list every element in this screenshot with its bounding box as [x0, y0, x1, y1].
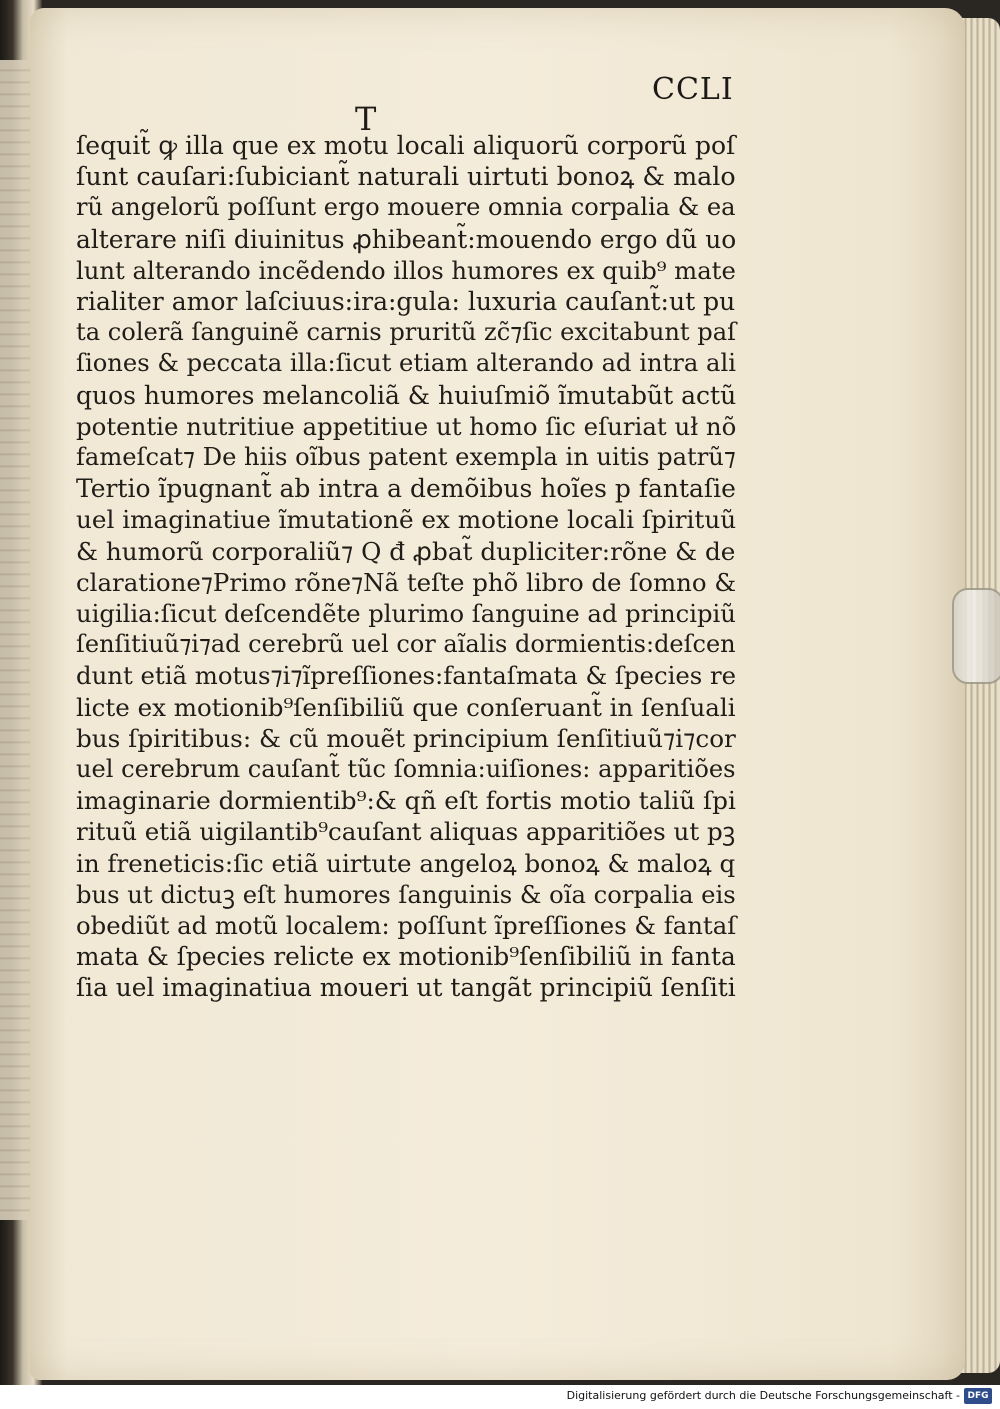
- text-line: imaginarie dormientib⁹:& qñ eſt fortis motio taliũ ſpi: [76, 786, 736, 816]
- text-line: ſiones & peccata illa:ſicut etiam alterando ad intra ali: [76, 349, 736, 378]
- running-head-letter: T: [355, 100, 377, 138]
- text-line: licte ex motionib⁹ſenſibiliũ que conſeruant̃ in ſenſuali: [76, 692, 736, 722]
- dfg-logo-icon: DFG: [964, 1388, 992, 1404]
- text-line: potentie nutritiue appetitiue ut homo ſic eſuriat uł nõ: [76, 411, 737, 441]
- text-line: dunt etiã motus⁊i⁊ĩpreſſiones:fantaſmata & ſpecies re: [76, 661, 737, 691]
- text-line: quos humores melancoliã & huiuſmiõ ĩmutabũt actũ: [76, 380, 737, 410]
- page-clip: [952, 588, 1000, 684]
- text-line: rũ angelorũ poſſunt ergo mouere omnia corpalia & ea: [76, 193, 736, 222]
- text-line: rituũ etiã uigilantib⁹cauſant aliquas apparitiões ut pꝫ: [76, 817, 736, 847]
- text-line-rubricated: Tertio ĩpugnant̃ ab intra a demõibus hoĩes p fantaſie: [76, 474, 736, 504]
- digitization-footer: [0, 1385, 1000, 1409]
- folio-number: CCLI: [652, 72, 734, 107]
- text-line: bus ut dictuꝫ eſt humores ſanguinis & oĩa corpalia eis: [76, 879, 736, 909]
- text-line: uel cerebrum cauſant̃ tũc ſomnia:uiſiones: apparitiões: [76, 755, 736, 784]
- text-line: mata & ſpecies relicte ex motionib⁹ſenſibiliũ in fanta: [76, 942, 736, 972]
- left-page-edge: [0, 60, 32, 1220]
- text-line: ſunt cauſari:ſubiciant̃ naturali uirtuti bonoꝝ & malo: [76, 161, 736, 192]
- text-line: rialiter amor laſciuus:ira:gula: luxuria cauſant̃:ut pu: [76, 287, 736, 317]
- text-line: bus ſpiritibus: & cũ mouẽt principium ſenſitiuũ⁊i⁊cor: [76, 723, 736, 753]
- text-line: alterare niſi diuinitus ꝓhibeant̃:mouendo ergo dũ uo: [76, 224, 737, 254]
- text-line: fameſcat⁊ De hiis oĩbus patent exempla in uitis patrũ⁊: [76, 443, 736, 472]
- text-line: ſia uel imaginatiua moueri ut tangãt principiũ ſenſiti: [76, 973, 736, 1003]
- text-line: obediũt ad motũ localem: poſſunt ĩpreſſiones & fantaſ: [76, 911, 737, 941]
- text-line: ſequit̃ ꝙ illa que ex motu locali aliquorũ corporũ poſ: [76, 131, 736, 160]
- text-line-rubricated: claratione⁊Primo rõne⁊Nã teſte phõ libro de ſomno &: [76, 567, 737, 597]
- text-line: & humorũ corporaliũ⁊ Q đ ꝓbat̃ dupliciter:rõne & de: [76, 536, 736, 566]
- text-line: in freneticis:ſic etiã uirtute angeloꝝ bonoꝝ & maloꝝ q: [76, 848, 736, 878]
- text-line: lunt alterando incẽdendo illos humores ex quib⁹ mate: [76, 255, 736, 285]
- text-line: ta colerã ſanguinẽ carnis pruritũ zc̃⁊ſic excitabunt paſ: [76, 318, 737, 347]
- footer-credit: Digitalisierung gefördert durch die Deutsche Forschungsgemeinschaft -: [566, 1389, 960, 1402]
- page-text-block: [76, 130, 736, 1004]
- text-line: uel imaginatiue ĩmutationẽ ex motione locali ſpirituũ: [76, 505, 737, 535]
- text-line: ſenſitiuũ⁊i⁊ad cerebrũ uel cor aĩalis dormientis:deſcen: [76, 630, 736, 659]
- text-line: uigilia:ſicut deſcendẽte plurimo ſanguine ad principiũ: [76, 599, 736, 629]
